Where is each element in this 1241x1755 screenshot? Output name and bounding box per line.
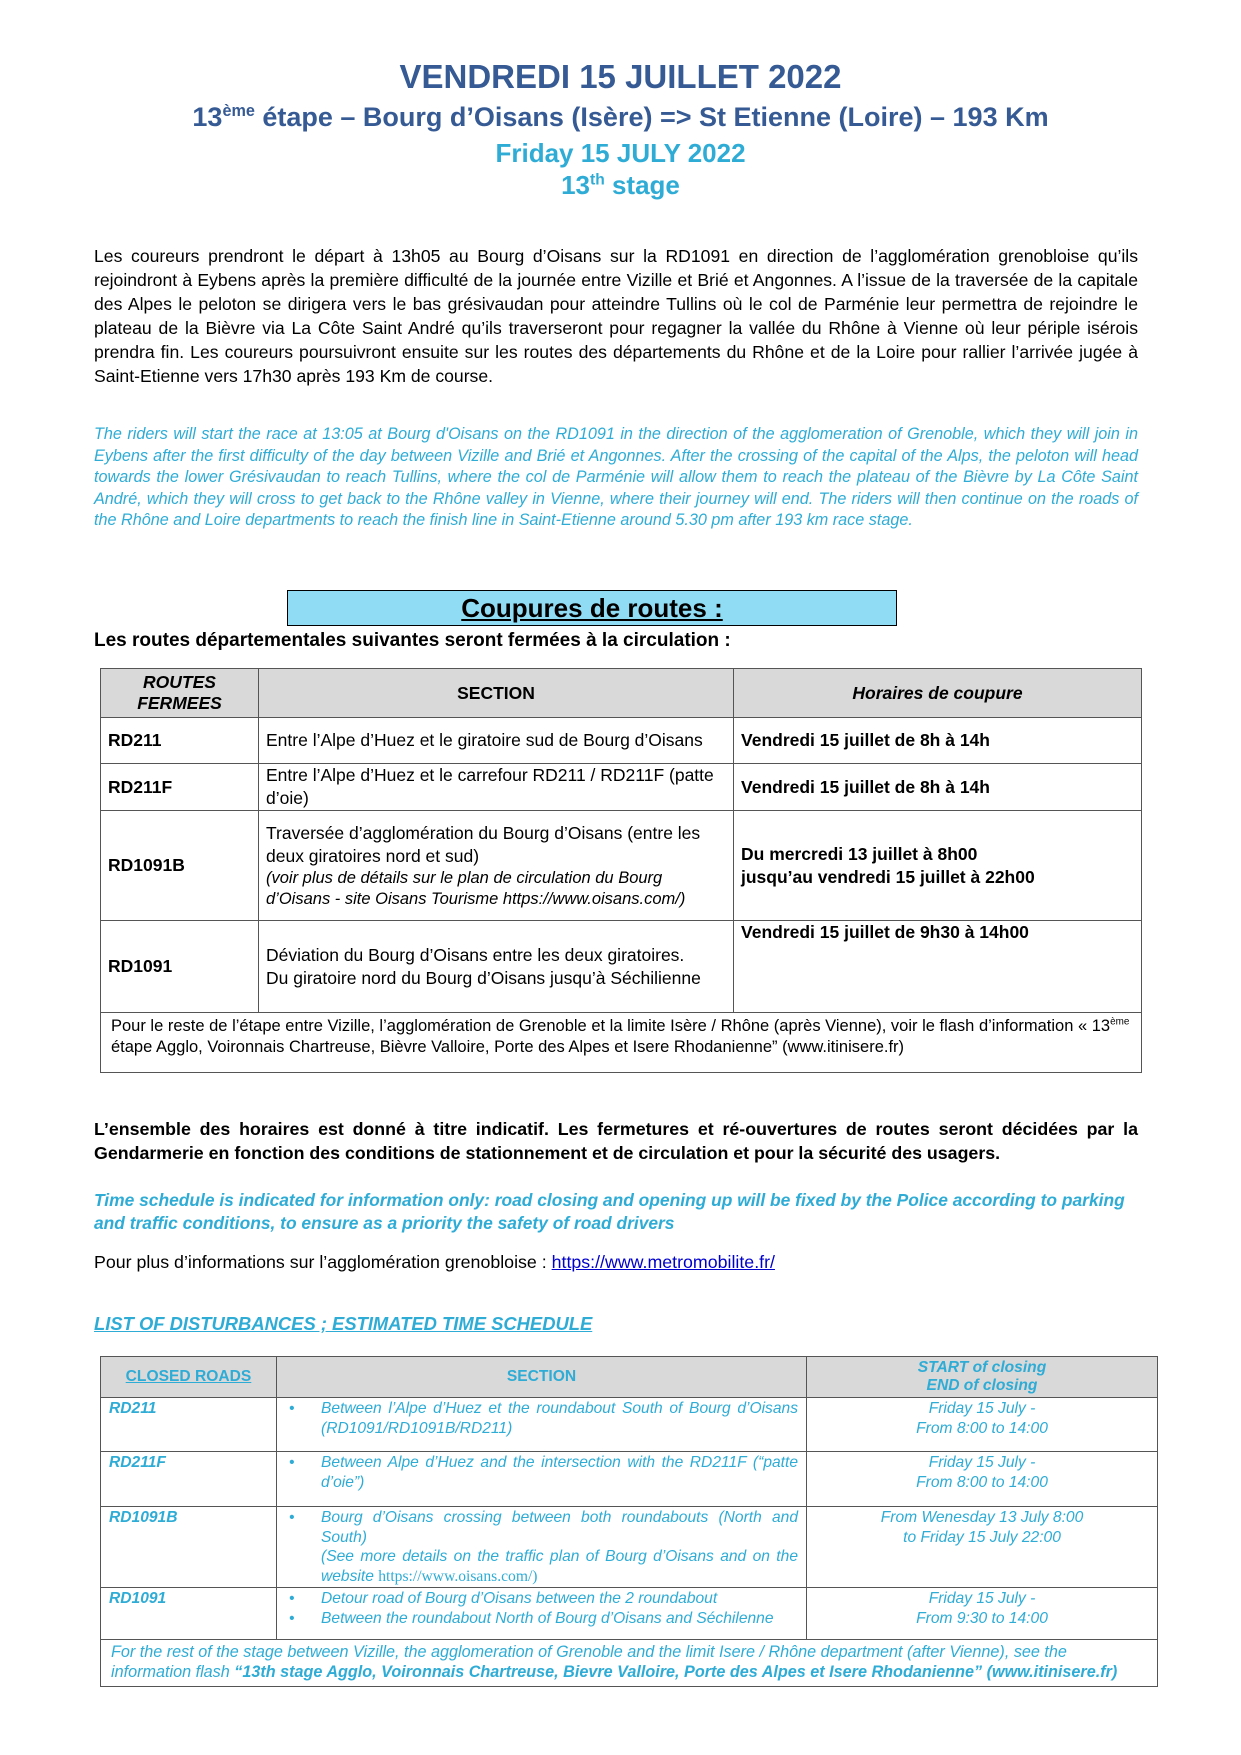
road-section [277,1452,807,1507]
road-section-line-2: Du giratoire nord du Bourg d’Oisans jusqu’à Séchilienne [266,967,701,988]
metromobilite-link[interactable]: https://www.metromobilite.fr/ [551,1252,775,1272]
road-section [277,1588,807,1640]
table-footer-note [101,1013,1142,1073]
header-closed-roads: CLOSED ROADS [101,1357,277,1398]
stage-number-en: 13 [561,170,591,200]
section-bullet-text: Bourg d’Oisans crossing between both roundabouts (North and South) [321,1509,798,1546]
table-row [101,764,1142,811]
road-closures-subtitle: Les routes départementales suivantes seront fermées à la circulation : [94,630,731,651]
table-row [101,921,1142,1013]
title-fr-stage [0,102,1241,133]
road-schedule: Vendredi 15 juillet de 8h à 14h [734,764,1142,811]
footer-text: For the rest of the stage between Vizille, the agglomeration of Grenoble and the limit Isere / Rhône department (after Vienne), see the information flash [111,1643,1067,1681]
road-schedule [807,1588,1158,1640]
header-section: SECTION [277,1357,807,1398]
road-section [259,811,734,921]
section-bullet: • Between the roundabout North of Bourg d’Oisans and Séchilenne [321,1609,798,1629]
road-closures-banner [287,590,897,626]
stage-number: 13 [192,102,223,132]
closures-table-en [100,1356,1158,1687]
schedule-end: to Friday 15 July 22:00 [903,1528,1061,1546]
road-schedule: Vendredi 15 juillet de 9h30 à 14h00 [734,921,1142,1013]
section-bullet: • Between Alpe d’Huez and the intersection with the RD211F (“patte d’oie”) [321,1453,798,1492]
road-schedule [807,1507,1158,1588]
road-section-line-1: Déviation du Bourg d’Oisans entre les deux giratoires. [266,944,685,965]
road-code: RD211F [101,764,259,811]
header-schedule: Horaires de coupure [734,669,1142,718]
table-row [101,1452,1158,1507]
road-code: RD211 [101,1398,277,1452]
table-row [101,811,1142,921]
header-section: SECTION [259,669,734,718]
section-bullet: • Detour road of Bourg d’Oisans between the 2 roundabout [321,1589,798,1609]
road-code: RD211F [101,1452,277,1507]
oisans-url: https://www.oisans.com/) [378,1567,538,1585]
road-schedule [807,1452,1158,1507]
schedule-start: From Wenesday 13 July 8:00 [880,1509,1084,1526]
schedule-time: From 8:00 to 14:00 [916,1473,1048,1491]
header-start: START of closing [917,1359,1047,1376]
table-row [101,1588,1158,1640]
road-section-note: (voir plus de détails sur le plan de circulation du Bourg d’Oisans - site Oisans Tourisme https://www.oisans.com/) [266,868,686,908]
header-end: END of closing [926,1377,1038,1394]
schedule-day: Friday 15 July - [928,1454,1036,1471]
closures-table-fr [100,668,1142,1073]
road-section [259,921,734,1013]
footer-text-rest: étape Agglo, Voironnais Chartreuse, Bièvre Valloire, Porte des Alpes et Isere Rhodanienne” (www.itinisere.fr) [111,1038,905,1056]
schedule-time: From 8:00 to 14:00 [916,1419,1048,1437]
road-schedule-start: Du mercredi 13 juillet à 8h00 [741,843,978,864]
stage-suffix-en: th [590,171,605,189]
title-en-date: Friday 15 JULY 2022 [495,138,746,168]
section-bullet: • Between l’Alpe d’Huez et the roundabout South of Bourg d’Oisans (RD1091/RD1091B/RD211) [321,1399,798,1438]
road-schedule [807,1398,1158,1452]
schedule-day: Friday 15 July - [928,1590,1036,1607]
header-routes: ROUTES FERMEES [101,669,259,718]
table-header-row [101,1357,1158,1398]
schedule-note-fr: L’ensemble des horaires est donné à titre indicatif. Les fermetures et ré-ouvertures de routes seront décidées par la Gendarmerie en fonction des conditions de stationnement et de circulation et pour la sécurité des usagers. [94,1119,1138,1163]
more-info [94,1252,775,1273]
title-fr-date: VENDREDI 15 JUILLET 2022 [399,58,842,95]
footer-text: Pour le reste de l’étape entre Vizille, l’agglomération de Grenoble et la limite Isère / Rhône (après Vienne), voir le flash d’information « 13 [111,1017,1111,1035]
road-section-text: Traversée d’agglomération du Bourg d’Oisans (entre les deux giratoires nord et sud) [266,822,701,866]
table-footer-row [101,1013,1142,1073]
road-schedule [734,811,1142,921]
stage-label-en: stage [604,170,680,200]
table-row [101,1398,1158,1452]
road-code: RD211 [101,718,259,764]
road-schedule-end: jusqu’au vendredi 15 juillet à 22h00 [741,866,1035,887]
header-schedule [807,1357,1158,1398]
road-code: RD1091 [101,921,259,1013]
footer-flash-name: “13th stage Agglo, Voironnais Chartreuse, Bievre Valloire, Porte des Alpes et Isere Rhodanienne” (www.itinisere.fr) [234,1663,1118,1681]
section-bullet [321,1508,798,1586]
table-footer-note [101,1640,1158,1687]
road-code: RD1091 [101,1588,277,1640]
intro-paragraph-fr: Les coureurs prendront le départ à 13h05 au Bourg d’Oisans sur la RD1091 en direction de l’agglomération grenobloise qu’ils rejoindront à Eybens après la première difficulté de la journée entre Vizille et Brié et Angonnes. A l’issue de la traversée de la capitale des Alpes le peloton se dirigera vers le bas grésivaudan pour atteindre Tullins où le col de Parménie leur permettra de rejoindre le plateau de la Bièvre via La Côte Saint André qu’ils traverseront pour regagner la vallée du Rhône à Vienne où leur périple isérois prendra fin. Les coureurs poursuivront ensuite sur les routes des départements du Rhône et de la Loire pour rallier l’arrivée jugée à Saint-Etienne vers 17h30 après 193 Km de course. [94,246,1138,386]
schedule-day: Friday 15 July - [928,1400,1036,1417]
more-info-text: Pour plus d’informations sur l’agglomération grenobloise : [94,1252,552,1272]
stage-suffix: ème [222,102,255,120]
road-closures-title: Coupures de routes : [461,593,723,623]
table-footer-row [101,1640,1158,1687]
road-section: Entre l’Alpe d’Huez et le giratoire sud de Bourg d’Oisans [259,718,734,764]
table-row [101,1507,1158,1588]
disturbances-title: LIST OF DISTURBANCES ; ESTIMATED TIME SCHEDULE [94,1313,593,1334]
title-en-stage [0,170,1241,201]
table-header-row [101,669,1142,718]
road-section [277,1507,807,1588]
stage-route: étape – Bourg d’Oisans (Isère) => St Etienne (Loire) – 193 Km [254,102,1049,132]
footer-sup: ème [1110,1016,1130,1028]
section-bullet-note: (See more details on the traffic plan of Bourg d’Oisans and on the website [321,1548,798,1585]
road-code: RD1091B [101,1507,277,1588]
intro-paragraph-en: The riders will start the race at 13:05 at Bourg d'Oisans on the RD1091 in the direction of the agglomeration of Grenoble, which they will join in Eybens after the first difficulty of the day between Vizille and Brié et Angonnes. After the crossing of the capital of the Alps, the peloton will head towards the lower Grésivaudan to reach Tullins, where the col de Parménie will allow them to reach the plateau of the Bièvre by La Côte Saint André, which they will cross to get back to the Rhône valley in Vienne, where their journey will end. The riders will then continue on the roads of the Rhône and Loire departments to reach the finish line in Saint-Etienne around 5.30 pm after 193 km race stage. [94,425,1138,530]
schedule-note-en: Time schedule is indicated for information only: road closing and opening up will be fixed by the Police according to parking and traffic conditions, to ensure as a priority the safety of road drivers [94,1190,1125,1233]
road-code: RD1091B [101,811,259,921]
schedule-time: From 9:30 to 14:00 [916,1609,1048,1627]
table-row [101,718,1142,764]
road-schedule: Vendredi 15 juillet de 8h à 14h [734,718,1142,764]
road-section [277,1398,807,1452]
road-section: Entre l’Alpe d’Huez et le carrefour RD211 / RD211F (patte d’oie) [259,764,734,811]
